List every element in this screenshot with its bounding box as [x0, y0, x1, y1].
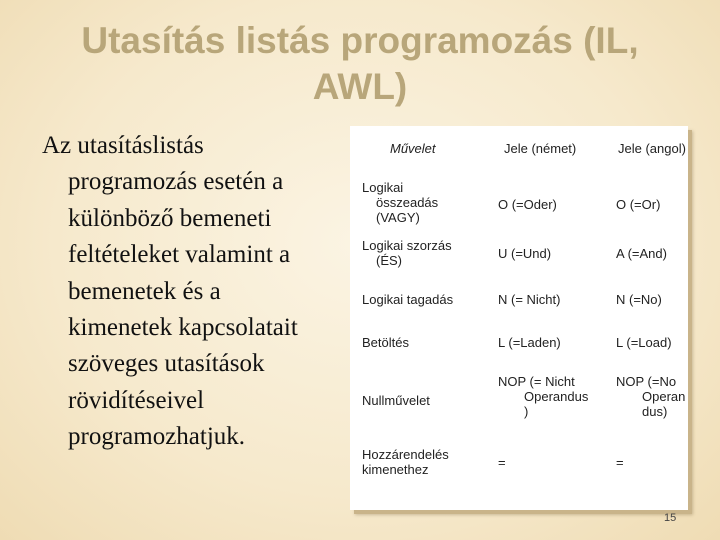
table-row	[350, 319, 688, 359]
cell-operation: Nullművelet	[362, 393, 430, 408]
header-operation: Művelet	[390, 141, 436, 156]
cell-english: N (=No)	[616, 292, 662, 307]
body-line: feltételeket valamint a	[68, 241, 291, 269]
cell-operation: Logikai tagadás	[362, 292, 454, 307]
table-row	[350, 433, 688, 493]
table-row	[350, 276, 688, 319]
header-german: Jele (német)	[504, 141, 577, 156]
cell-english: =	[616, 455, 624, 470]
table-header-row	[350, 126, 688, 166]
cell-german: U (=Und)	[498, 246, 552, 261]
header-english: Jele (angol)	[618, 141, 686, 156]
cell-german: =	[498, 455, 506, 470]
body-line: kimenetek kapcsolatait	[68, 314, 298, 342]
cell-german: O (=Oder)	[498, 197, 557, 212]
body-line: különböző bemeneti	[68, 204, 272, 232]
table-row	[350, 228, 688, 276]
cell-operation: Logikai összeadás (VAGY)	[362, 180, 439, 225]
instruction-table	[350, 126, 688, 493]
body-line: programozás esetén a	[68, 168, 284, 196]
cell-operation: Betöltés	[362, 335, 409, 350]
cell-english: L (=Load)	[616, 335, 672, 350]
cell-german: L (=Laden)	[498, 335, 561, 350]
body-line: bemenetek és a	[68, 277, 221, 305]
page-number: 15	[664, 512, 677, 524]
body-line: rövidítéseivel	[68, 386, 205, 414]
body-line: Az utasításlistás	[42, 132, 204, 159]
body-paragraph	[42, 128, 342, 456]
cell-operation: Hozzárendelés kimenethez	[362, 447, 449, 477]
body-line: szöveges utasítások	[68, 350, 265, 378]
cell-german: NOP (= Nicht Operandus )	[498, 374, 589, 419]
cell-operation: Logikai szorzás (ÉS)	[362, 238, 452, 268]
body-line: programozhatjuk.	[68, 423, 246, 451]
cell-english: O (=Or)	[616, 197, 661, 212]
table-row	[350, 166, 688, 228]
table-row	[350, 359, 688, 433]
cell-english: A (=And)	[616, 246, 667, 261]
instruction-table-card	[350, 126, 688, 510]
slide-title	[20, 18, 700, 110]
cell-german: N (= Nicht)	[498, 292, 561, 307]
title-line-2: AWL)	[312, 66, 408, 107]
title-line-1: Utasítás listás programozás (IL,	[81, 20, 639, 61]
cell-english: NOP (=No Operan dus)	[616, 374, 686, 419]
